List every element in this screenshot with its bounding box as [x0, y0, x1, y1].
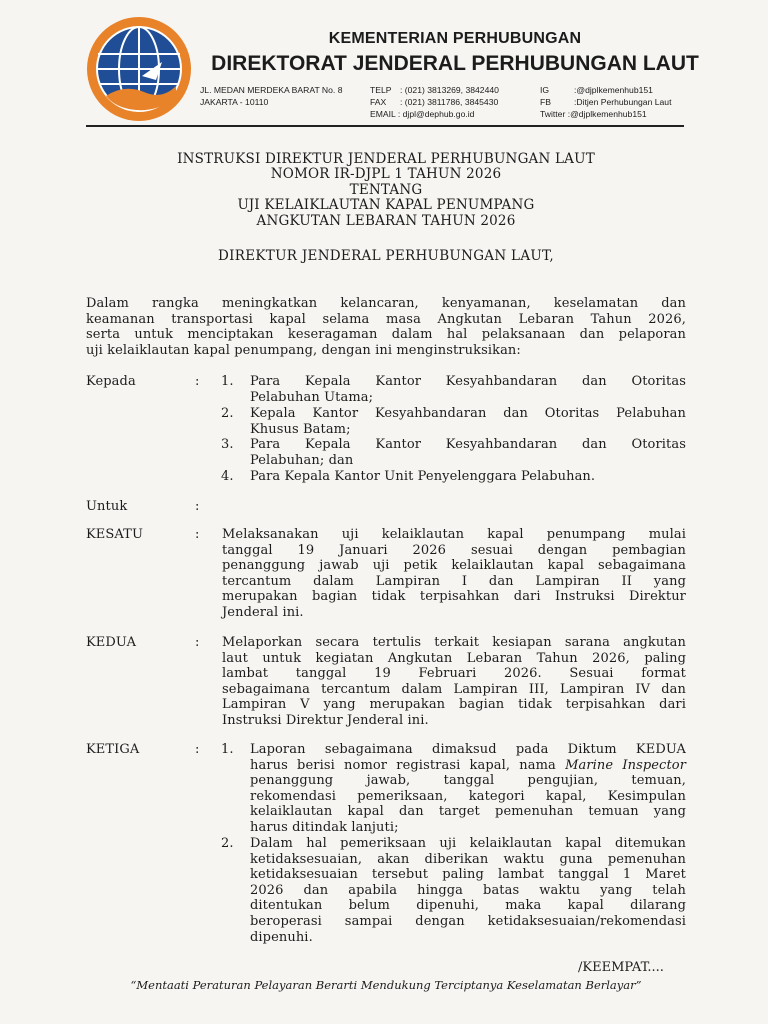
ig-label: IG [540, 85, 550, 95]
kedua-line: sebagaimana tercantum dalam Lampiran III, Lampiran IV dan [222, 681, 686, 697]
title-subject-2: ANGKUTAN LEBARAN TAHUN 2026 [256, 212, 516, 229]
intro-paragraph [86, 296, 686, 358]
directorate-name: DIREKTORAT JENDERAL PERHUBUNGAN LAUT [211, 52, 699, 75]
ketiga-item-line: penanggung jawab, tanggal pengujian, temuan, [250, 773, 686, 789]
kepada-item-number: 3. [221, 437, 234, 452]
social-values [574, 84, 671, 108]
kepada-item-line: Para Kepala Kantor Unit Penyelenggara Pelabuhan. [250, 469, 596, 484]
intro-line: Dalam rangka meningkatkan kelancaran, kenyamanan, keselamatan dan [86, 296, 686, 311]
contact-labels [370, 84, 392, 108]
kedua-line: Melaporkan secara tertulis terkait kesiapan sarana angkutan [222, 635, 686, 650]
kepada-item-number: 2. [221, 406, 234, 421]
kedua-line: Lampiran V yang merupakan bagian tidak terpisahkan dari [222, 697, 686, 713]
title-subject: UJI KELAIKLAUTAN KAPAL PENUMPANG [237, 197, 535, 214]
social-labels [540, 84, 551, 108]
phone-value: : (021) 3813269, 3842440 [400, 85, 499, 95]
ketiga-item-line: ketidaksesuaian, akan diberikan waktu guna pemenuhan [250, 851, 686, 867]
kepada-item-number: 1. [221, 374, 234, 389]
kepada-item-number: 4. [221, 469, 234, 484]
ketiga-item-line: rekomendasi pemeriksaan, kategori kapal, Kesimpulan [250, 788, 686, 804]
kesatu-line: Jenderal ini. [222, 604, 304, 620]
ketiga-item-line: dipenuhi. [250, 929, 313, 945]
kepada-item [250, 374, 686, 405]
ministry-name: KEMENTERIAN PERHUBUNGAN [328, 30, 582, 47]
kedua-line: lambat tanggal 19 Februari 2026. Sesuai format [222, 666, 686, 682]
fb-value: :Ditjen Perhubungan Laut [574, 97, 672, 107]
fax-label: FAX [370, 97, 387, 107]
kesatu-label: KESATU [86, 527, 144, 542]
letterhead-divider [86, 125, 684, 127]
ketiga-item-number: 2. [221, 836, 234, 851]
kesatu-colon: : [195, 527, 200, 542]
untuk-label: Untuk [86, 499, 128, 514]
kedua-line: laut untuk kegiatan Angkutan Lebaran Tahun 2026, paling [222, 650, 686, 666]
ketiga-item-line: kelaiklautan kapal dan target pemenuhan temuan yang [250, 804, 686, 820]
issuer-heading: DIREKTUR JENDERAL PERHUBUNGAN LAUT, [218, 248, 554, 264]
ketiga-item-line: ditentukan belum dipenuhi, maka kapal dilarang [250, 898, 686, 914]
kepada-label: Kepada [86, 374, 136, 389]
kepada-item [250, 437, 686, 468]
kepada-colon: : [195, 374, 200, 389]
kepada-item [250, 406, 686, 437]
ketiga-item-number: 1. [221, 742, 234, 757]
kepada-item-line: Para Kepala Kantor Kesyahbandaran dan Otoritas [250, 437, 686, 452]
twitter-value: Twitter :@djplkemenhub151 [540, 109, 647, 119]
fax-value: : (021) 3811786, 3845430 [400, 97, 499, 107]
ketiga-item-line: beroperasi sampai dengan ketidaksesuaian/rekomendasi [250, 913, 686, 929]
kepada-item-line: Para Kepala Kantor Kesyahbandaran dan Otoritas [250, 374, 686, 389]
kepada-item-line: Pelabuhan Utama; [250, 389, 374, 405]
ketiga-item-line: Dalam hal pemeriksaan uji kelaiklautan kapal ditemukan [250, 836, 686, 851]
kesatu-line: tercantum dalam Lampiran I dan Lampiran II yang [222, 573, 686, 589]
ketiga-item [250, 836, 686, 945]
ministry-logo-icon [84, 14, 194, 124]
title-number: NOMOR IR-DJPL 1 TAHUN 2026 [270, 166, 502, 183]
kedua-label: KEDUA [86, 635, 137, 650]
contact-values [400, 84, 499, 108]
ketiga-item [250, 742, 686, 836]
ig-value: :@djplkemenhub151 [574, 85, 653, 95]
intro-line: keamanan transportasi kapal selama masa Angkutan Lebaran Tahun 2026, [86, 311, 686, 327]
ketiga-colon: : [195, 742, 200, 757]
next-page-marker: /KEEMPAT.... [578, 960, 664, 975]
address-city: JAKARTA - 10110 [200, 97, 269, 107]
kedua-text [222, 635, 686, 729]
kedua-line: Instruksi Direktur Jenderal ini. [222, 712, 429, 728]
kesatu-line: penanggung jawab uji petik kelaiklautan kapal sebagaimana [222, 558, 686, 574]
kepada-item [250, 469, 686, 485]
ketiga-item-text: harus berisi nomor registrasi kapal, nama [250, 757, 556, 773]
kedua-colon: : [195, 635, 200, 650]
kepada-item-line: Khusus Batam; [250, 421, 351, 437]
intro-line: uji kelaiklautan kapal penumpang, dengan ini menginstruksikan: [86, 342, 521, 358]
email-value: EMAIL : djpl@dephub.go.id [370, 109, 475, 119]
document-title [86, 152, 686, 229]
kesatu-line: tanggal 19 Januari 2026 sesuai dengan pembagian [222, 542, 686, 558]
ketiga-label: KETIGA [86, 742, 140, 757]
fb-label: FB [540, 97, 551, 107]
ketiga-item-line: ketidaksesuaian tersebut paling lambat tanggal 1 Maret [250, 867, 686, 883]
ketiga-item-line: 2026 dan apabila hingga batas waktu yang telah [250, 882, 686, 898]
title-about: TENTANG [349, 181, 423, 198]
ketiga-item-line [250, 758, 686, 774]
address-line: JL. MEDAN MERDEKA BARAT No. 8 [200, 85, 343, 95]
ketiga-item-line: harus ditindak lanjuti; [250, 819, 399, 835]
title-line: INSTRUKSI DIREKTUR JENDERAL PERHUBUNGAN LAUT [177, 151, 595, 167]
kesatu-text [222, 527, 686, 621]
kepada-item-line: Pelabuhan; dan [250, 452, 354, 468]
untuk-colon: : [195, 499, 200, 514]
phone-label: TELP [370, 85, 392, 95]
ketiga-item-line: Laporan sebagaimana dimaksud pada Diktum KEDUA [250, 742, 686, 757]
kesatu-line: Melaksanakan uji kelaiklautan kapal penumpang mulai [222, 527, 686, 542]
marine-inspector-term: Marine Inspector [565, 757, 687, 773]
kepada-item-line: Kepala Kantor Kesyahbandaran dan Otoritas Pelabuhan [250, 406, 686, 421]
footer-motto: “Mentaati Peraturan Pelayaran Berarti Mendukung Terciptanya Keselamatan Berlayar” [130, 978, 642, 992]
address-block [200, 84, 342, 108]
kesatu-line: merupakan bagian tidak terpisahkan dari Instruksi Direktur [222, 589, 686, 605]
intro-line: serta untuk menciptakan keseragaman dalam hal pelaksanaan dan pelaporan [86, 327, 686, 343]
